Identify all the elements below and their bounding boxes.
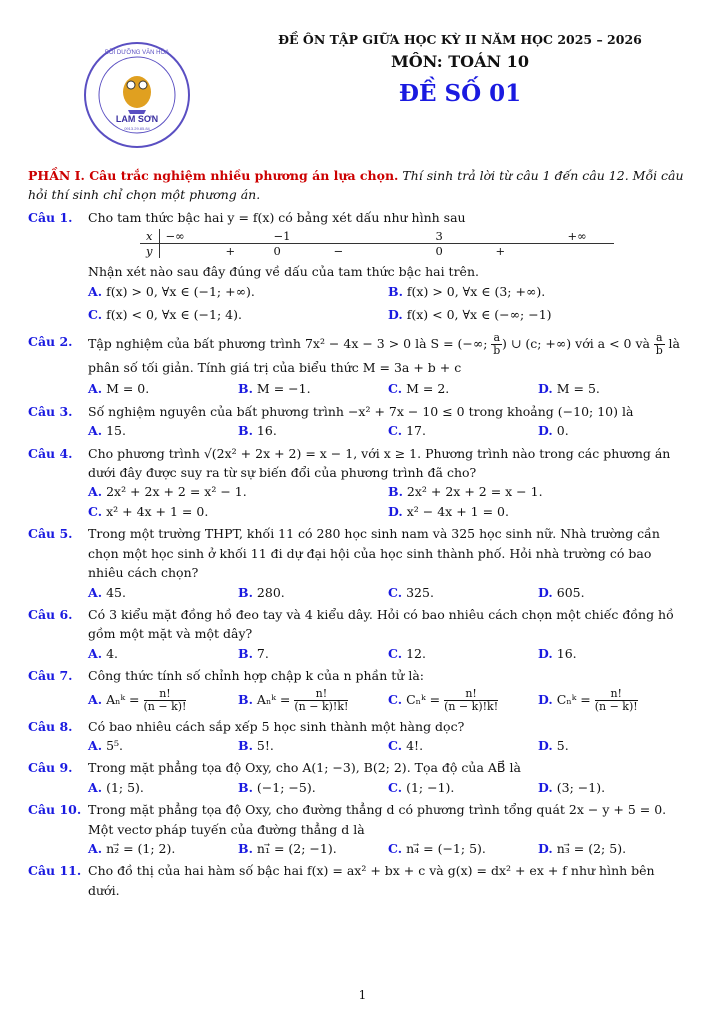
option-letter: C.	[88, 307, 103, 323]
fraction	[444, 688, 498, 713]
option-c[interactable]	[88, 502, 388, 521]
fraction-numerator: n!	[144, 688, 187, 701]
sign-table	[140, 229, 614, 258]
option-letter: D.	[538, 381, 553, 397]
option-letter: B.	[238, 423, 253, 439]
option-text: (1; 5).	[106, 779, 144, 795]
sign-table-cell: 0	[435, 244, 443, 259]
sign-table-cell: +∞	[567, 229, 587, 244]
option-b[interactable]	[238, 736, 388, 755]
option-d[interactable]	[538, 379, 688, 398]
option-letter: C.	[388, 381, 403, 397]
option-a[interactable]	[88, 686, 238, 714]
option-a[interactable]	[88, 379, 238, 398]
answer-options	[88, 482, 688, 501]
option-text: 15.	[106, 423, 126, 439]
fraction-denominator: (n − k)!	[143, 699, 187, 713]
option-d[interactable]	[388, 305, 688, 324]
question-text: Có 3 kiểu mặt đồng hồ đeo tay và 4 kiểu dây. Hỏi có bao nhiêu cách chọn một chiếc đồng hồ gồm một mặt và một dây?	[88, 606, 674, 642]
question-label: Câu 5.	[28, 526, 73, 542]
question-text-part: Tập nghiệm của bất phương trình 7x² − 4x − 3 > 0 là S = (−∞;	[88, 336, 492, 352]
question-label: Câu 6.	[28, 606, 73, 622]
answer-options	[88, 502, 688, 521]
option-a[interactable]	[88, 482, 388, 501]
option-b[interactable]	[238, 379, 388, 398]
option-letter: A.	[88, 484, 103, 500]
question-text-part: ) ∪ (c; +∞) với a < 0 và	[502, 336, 654, 352]
part1-note: Thí sinh trả lời từ câu 1 đến câu 12. Mỗi câu hỏi thí sinh chỉ chọn một phương án.	[28, 168, 684, 203]
option-text: 4!.	[406, 737, 424, 753]
option-text: f(x) > 0, ∀x ∈ (3; +∞).	[406, 283, 546, 299]
sign-table-cell	[328, 229, 430, 244]
question-label: Câu 2.	[28, 334, 73, 350]
option-text: 280.	[256, 584, 285, 600]
option-d[interactable]	[538, 778, 688, 797]
option-b[interactable]	[388, 482, 688, 501]
svg-text:LAM SƠN: LAM SƠN	[115, 114, 159, 124]
option-letter: B.	[238, 691, 253, 707]
option-letter: C.	[388, 423, 403, 439]
option-c[interactable]	[388, 379, 538, 398]
sign-table-cell: +	[495, 244, 506, 259]
sign-table-cell	[562, 244, 614, 259]
option-letter: D.	[538, 584, 553, 600]
option-letter: D.	[538, 840, 553, 856]
option-letter: C.	[88, 503, 103, 519]
page-number: 1	[358, 988, 367, 1002]
exam-number: ĐỀ SỐ 01	[398, 80, 522, 107]
fraction-denominator: (n − k)!k!	[294, 699, 349, 713]
option-text: f(x) > 0, ∀x ∈ (−1; +∞).	[106, 283, 255, 299]
question-4	[28, 444, 688, 522]
option-text: M = 5.	[556, 381, 600, 397]
option-text: Aₙᵏ =	[106, 691, 140, 707]
fraction	[294, 688, 348, 713]
option-text: Aₙᵏ =	[256, 691, 291, 707]
option-text: 5!.	[256, 737, 274, 753]
question-text: Nhận xét nào sau đây đúng về dấu của tam thức bậc hai trên.	[88, 264, 479, 280]
question-10	[28, 800, 688, 858]
question-label: Câu 1.	[28, 209, 73, 225]
option-text: 5.	[556, 737, 569, 753]
option-b[interactable]	[238, 778, 388, 797]
option-text: 2x² + 2x + 2 = x² − 1.	[106, 484, 247, 500]
option-d[interactable]	[538, 421, 688, 440]
option-text: f(x) < 0, ∀x ∈ (−1; 4).	[106, 307, 242, 323]
option-letter: C.	[388, 691, 403, 707]
question-text	[88, 332, 688, 379]
option-letter: C.	[388, 840, 403, 856]
option-letter: C.	[388, 737, 403, 753]
fraction-denominator: b	[655, 344, 663, 358]
question-text: Công thức tính số chỉnh hợp chập k của n phần tử là:	[88, 668, 424, 684]
option-letter: D.	[388, 307, 403, 323]
option-text: 16.	[256, 423, 277, 439]
svg-text:BỒI DƯỠNG VĂN HÓA: BỒI DƯỠNG VĂN HÓA	[104, 50, 170, 56]
answer-options	[88, 282, 688, 301]
option-a[interactable]	[88, 583, 238, 602]
answer-options	[88, 686, 688, 714]
option-b[interactable]	[238, 686, 388, 714]
option-text: M = 0.	[106, 381, 150, 397]
question-text: Có bao nhiêu cách sắp xếp 5 học sinh thành một hàng dọc?	[88, 718, 465, 734]
option-text: Cₙᵏ =	[406, 691, 441, 707]
option-letter: A.	[88, 691, 103, 707]
sign-table-cell: −	[333, 244, 344, 259]
option-c[interactable]	[388, 421, 538, 440]
option-letter: D.	[538, 691, 553, 707]
option-letter: C.	[388, 779, 403, 795]
option-c[interactable]	[88, 305, 388, 324]
option-text: n₄⃗ = (−1; 5).	[406, 840, 486, 856]
question-2	[28, 332, 688, 398]
question-text: Trong mặt phẳng tọa độ Oxy, cho A(1; −3), B(2; 2). Tọa độ của AB⃗ là	[88, 760, 521, 776]
option-letter: D.	[538, 737, 553, 753]
answer-options	[88, 778, 688, 797]
answer-options	[88, 839, 688, 858]
question-label: Câu 8.	[28, 718, 73, 734]
option-text: 17.	[406, 423, 426, 439]
option-text: 7.	[256, 645, 269, 661]
option-letter: A.	[88, 737, 103, 753]
fraction-numerator: a	[493, 331, 501, 345]
part1-heading	[28, 166, 688, 205]
question-9	[28, 758, 688, 797]
fraction-denominator: (n − k)!	[594, 699, 638, 713]
option-letter: B.	[238, 737, 253, 753]
question-text: Trong một trường THPT, khối 11 có 280 học sinh nam và 325 học sinh nữ. Nhà trường cần chọn một học sinh ở khối 11 đi dự đại hội của học sinh thành phố. Hỏi nhà trường có bao nhiêu cách chọn?	[88, 526, 660, 581]
question-text: Trong mặt phẳng tọa độ Oxy, cho đường thẳng d có phương trình tổng quát 2x − y + 5 = 0. Một vectơ pháp tuyến của đường thẳng d là	[88, 802, 667, 837]
sign-table-cell: x	[140, 229, 159, 244]
option-d[interactable]	[538, 736, 688, 755]
option-a[interactable]	[88, 421, 238, 440]
option-b[interactable]	[388, 282, 688, 301]
option-d[interactable]	[538, 839, 688, 858]
option-text: x² − 4x + 1 = 0.	[406, 503, 509, 519]
option-letter: B.	[388, 283, 403, 299]
option-letter: D.	[388, 503, 403, 519]
sign-table-cell: −∞	[165, 229, 185, 244]
option-letter: A.	[88, 584, 103, 600]
fraction	[654, 332, 665, 357]
option-d[interactable]	[388, 502, 688, 521]
option-letter: B.	[238, 779, 253, 795]
fraction-numerator: a	[655, 331, 663, 345]
option-letter: C.	[388, 584, 403, 600]
question-label: Câu 7.	[28, 668, 73, 684]
option-letter: A.	[88, 283, 103, 299]
option-b[interactable]	[238, 839, 388, 858]
question-8	[28, 717, 688, 756]
option-letter: D.	[538, 645, 553, 661]
option-text: (1; −1).	[406, 779, 455, 795]
question-text: Cho đồ thị của hai hàm số bậc hai f(x) = ax² + bx + c và g(x) = dx² + ex + f như hình bên dưới.	[88, 863, 655, 898]
option-c[interactable]	[388, 736, 538, 755]
fraction-numerator: n!	[444, 688, 498, 701]
option-text: 605.	[556, 584, 585, 600]
question-11	[28, 861, 688, 900]
option-text: n₁⃗ = (2; −1).	[256, 840, 337, 856]
sign-table-cell	[220, 229, 268, 244]
option-b[interactable]	[238, 583, 388, 602]
option-b[interactable]	[238, 644, 388, 663]
option-letter: A.	[88, 423, 103, 439]
option-text: f(x) < 0, ∀x ∈ (−∞; −1)	[406, 307, 552, 323]
question-label: Câu 11.	[28, 863, 82, 879]
option-letter: A.	[88, 381, 103, 397]
option-text: 0.	[556, 423, 569, 439]
question-label: Câu 9.	[28, 760, 73, 776]
option-text: n₃⃗ = (2; 5).	[556, 840, 627, 856]
option-c[interactable]	[388, 778, 538, 797]
lam-son-logo	[82, 40, 192, 150]
fraction-numerator: n!	[595, 688, 638, 701]
option-d[interactable]	[538, 583, 688, 602]
option-text: 16.	[556, 645, 577, 661]
fraction-denominator: b	[493, 344, 501, 358]
option-letter: B.	[238, 381, 253, 397]
sign-table-cell: +	[225, 244, 236, 259]
option-a[interactable]	[88, 778, 238, 797]
option-a[interactable]	[88, 839, 238, 858]
option-text: (3; −1).	[556, 779, 606, 795]
question-6	[28, 605, 688, 663]
part1-title: PHẦN I. Câu trắc nghiệm nhiều phương án lựa chọn.	[28, 168, 399, 183]
option-letter: B.	[388, 484, 403, 500]
option-letter: B.	[238, 584, 253, 600]
option-d[interactable]	[538, 644, 688, 663]
fraction	[144, 688, 187, 713]
option-text: M = 2.	[406, 381, 450, 397]
option-c[interactable]	[388, 839, 538, 858]
question-7	[28, 666, 688, 713]
answer-options	[88, 421, 688, 440]
svg-text:0913.29.85.84: 0913.29.85.84	[124, 126, 150, 131]
question-text: Cho tam thức bậc hai y = f(x) có bảng xét dấu như hình sau	[88, 209, 466, 225]
subject-title: MÔN: TOÁN 10	[391, 52, 529, 71]
option-text: 12.	[406, 645, 426, 661]
option-text: n₂⃗ = (1; 2).	[106, 840, 176, 856]
answer-options	[88, 583, 688, 602]
option-a[interactable]	[88, 736, 238, 755]
question-5	[28, 524, 688, 602]
fraction	[491, 332, 502, 357]
option-letter: C.	[388, 645, 403, 661]
option-letter: A.	[88, 840, 103, 856]
exam-body	[28, 166, 688, 900]
option-text: 2x² + 2x + 2 = x − 1.	[406, 484, 543, 500]
option-letter: B.	[238, 645, 253, 661]
option-letter: D.	[538, 779, 553, 795]
option-text: Cₙᵏ =	[556, 691, 591, 707]
answer-options	[88, 736, 688, 755]
option-c[interactable]	[388, 644, 538, 663]
answer-options	[88, 305, 688, 324]
sign-table-cell: −1	[273, 229, 291, 244]
option-text: 4.	[106, 645, 118, 661]
question-label: Câu 3.	[28, 403, 73, 419]
question-label: Câu 10.	[28, 802, 82, 818]
option-text: 45.	[106, 584, 126, 600]
sign-table-cell: 0	[273, 244, 281, 259]
fraction-numerator: n!	[294, 688, 348, 701]
option-text: 5⁵.	[106, 737, 123, 753]
option-letter: A.	[88, 645, 103, 661]
option-text: 325.	[406, 584, 434, 600]
sign-table-cell: y	[140, 244, 159, 259]
sign-table-cell	[159, 244, 220, 259]
option-text: x² + 4x + 1 = 0.	[106, 503, 209, 519]
option-c[interactable]	[388, 583, 538, 602]
exam-title: ĐỀ ÔN TẬP GIỮA HỌC KỲ II NĂM HỌC 2025 – 2026	[278, 32, 642, 47]
answer-options	[88, 379, 688, 398]
question-label: Câu 4.	[28, 445, 73, 461]
question-1	[28, 208, 688, 325]
question-text-part: là phân số tối giản. Tính giá trị của biểu thức M = 3a + b + c	[88, 336, 680, 376]
option-text: (−1; −5).	[256, 779, 316, 795]
question-text: Số nghiệm nguyên của bất phương trình −x² + 7x − 10 ≤ 0 trong khoảng (−10; 10) là	[88, 403, 634, 419]
fraction	[595, 688, 638, 713]
option-b[interactable]	[238, 421, 388, 440]
option-a[interactable]	[88, 282, 388, 301]
option-text: M = −1.	[256, 381, 311, 397]
option-a[interactable]	[88, 644, 238, 663]
sign-table-cell	[490, 229, 562, 244]
answer-options	[88, 644, 688, 663]
option-letter: A.	[88, 779, 103, 795]
question-text: Cho phương trình √(2x² + 2x + 2) = x − 1, với x ≥ 1. Phương trình nào trong các phương án dưới đây được suy ra từ sự biến đổi của phương trình đã cho?	[88, 445, 671, 481]
option-letter: B.	[238, 840, 253, 856]
sign-table-cell: 3	[435, 229, 443, 244]
option-d[interactable]	[538, 686, 688, 714]
fraction-denominator: (n − k)!k!	[444, 699, 499, 713]
option-c[interactable]	[388, 686, 538, 714]
option-letter: D.	[538, 423, 553, 439]
question-3	[28, 402, 688, 441]
